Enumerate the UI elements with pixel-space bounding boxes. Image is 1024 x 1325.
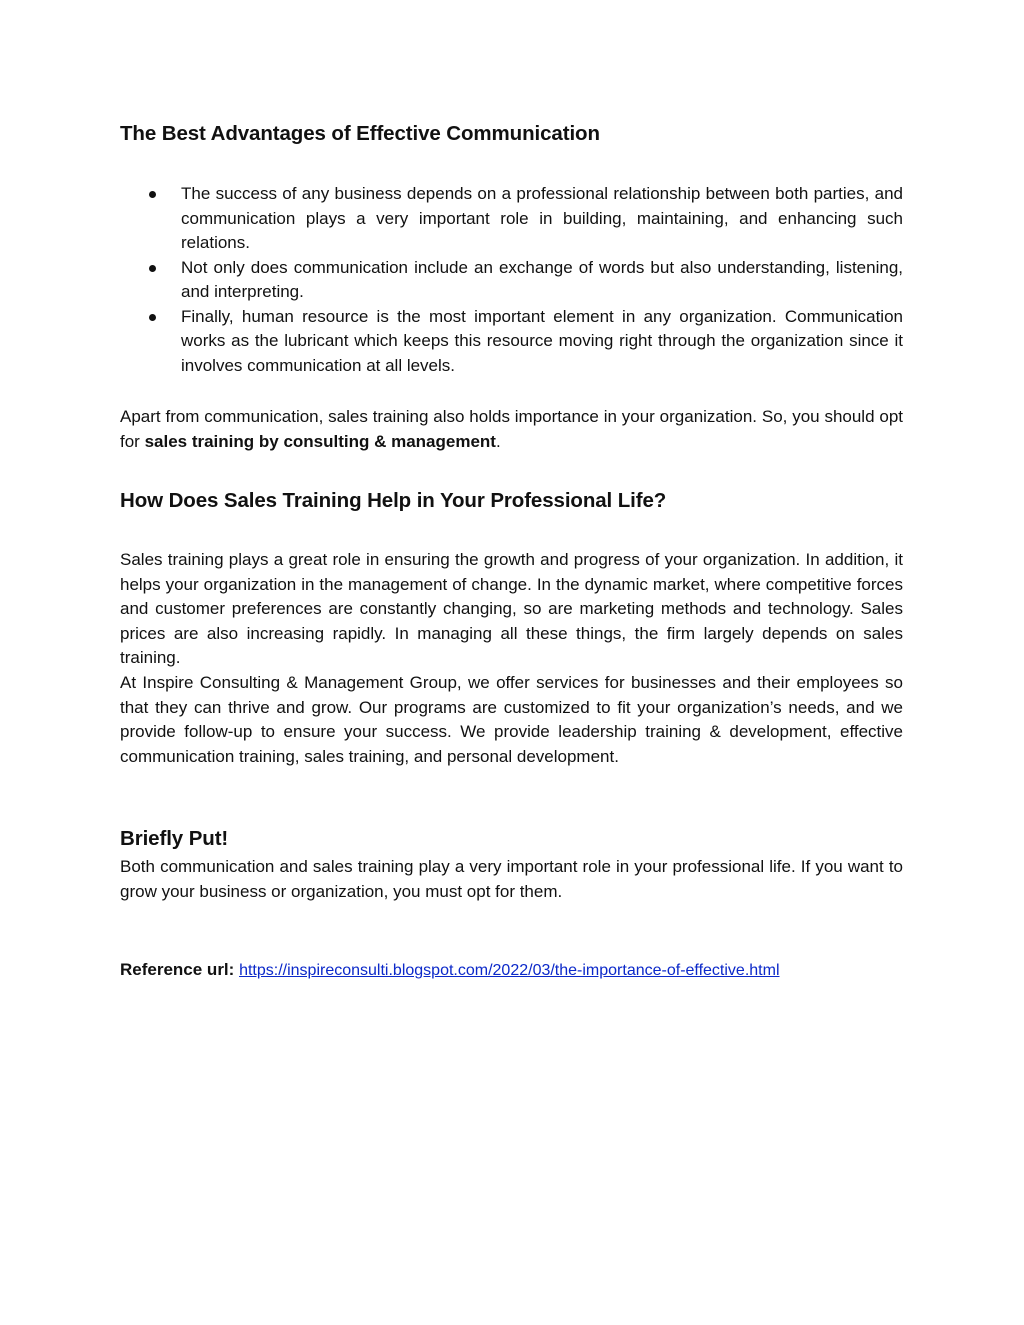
closing-end: .	[495, 431, 501, 451]
closing-bold-text: sales training by consulting & management	[144, 431, 496, 451]
bullet-text: Not only does communication include an exchange of words but also understanding, listening, and interpreting.	[181, 257, 903, 301]
reference-link[interactable]: https://inspireconsulti.blogspot.com/2022/03/the-importance-of-effective.html	[239, 962, 780, 979]
sales-training-paragraph-1: Sales training plays a great role in ensuring the growth and progress of your organization. In addition, it helps your organization in the management of change. In the dynamic market, where competitive forces and customer preferences are constantly changing, so are marketing methods and technology. Sales prices are also increasing rapidly. In managing all these things, the firm largely depends on sales training.	[120, 550, 903, 667]
bullet-item	[120, 256, 903, 305]
closing-text: Apart from communication, sales training also holds importance in your organization. So, you should opt for	[120, 407, 903, 451]
bullet-text: The success of any business depends on a professional relationship between both parties, and communication plays a very important role in building, maintaining, and enhancing such relations.	[181, 184, 903, 252]
advantages-bullet-list	[120, 182, 903, 378]
sales-training-paragraph-2: At Inspire Consulting & Management Group, we offer services for businesses and their employees so that they can thrive and grow. Our programs are customized to fit your organization’s needs, and we provide follow-up to ensure your success. We provide leadership training & development, effective communication training, sales training, and personal development.	[120, 673, 903, 766]
advantages-closing-paragraph	[120, 405, 903, 454]
bullet-icon	[149, 314, 156, 321]
heading-briefly-put: Briefly Put!	[120, 827, 229, 850]
bullet-icon	[149, 265, 156, 272]
briefly-paragraph: Both communication and sales training play a very important role in your professional life. If you want to grow your business or organization, you must opt for them.	[120, 857, 903, 901]
bullet-item	[120, 182, 903, 256]
reference-label: Reference url:	[120, 960, 235, 979]
bullet-icon	[149, 191, 156, 198]
heading-advantages: The Best Advantages of Effective Communication	[120, 122, 600, 145]
bullet-item	[120, 305, 903, 379]
bullet-text: Finally, human resource is the most important element in any organization. Communication works as the lubricant which keeps this resource moving right through the organization since it involves communication at all levels.	[181, 306, 903, 375]
reference-line	[120, 958, 780, 983]
heading-sales-training: How Does Sales Training Help in Your Professional Life?	[120, 489, 667, 512]
